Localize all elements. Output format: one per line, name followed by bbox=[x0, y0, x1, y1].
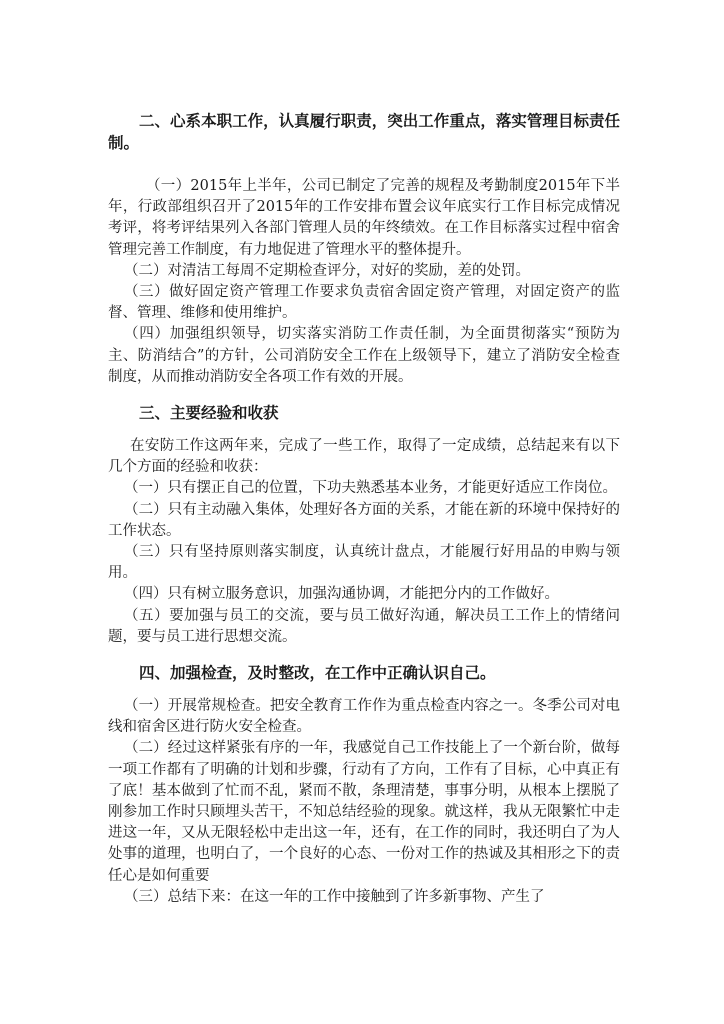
paragraph-3-2: （二）只有主动融入集体，处理好各方面的关系，才能在新的环境中保持好的工作状态。 bbox=[108, 501, 620, 539]
paragraph-3-lead: 在安防工作这两年来，完成了一些工作，取得了一定成绩，总结起来有以下几个方面的经验和收获： bbox=[108, 438, 620, 476]
paragraph-4-2: （二）经过这样紧张有序的一年，我感觉自己工作技能上了一个新台阶，做每一项工作都有了明确的计划和步骤，行动有了方向，工作有了目标，心中真正有了底！基本做到了忙而不乱，紧而不散，条理清楚，事事分明，从根本上摆脱了刚参加工作时只顾埋头苦干，不知总结经验的现象。就这样，我从无限繁忙中走进这一年，又从无限轻松中走出这一年，还有，在工作的同时，我还明白了为人处事的道理，也明白了，一个良好的心态、一份对工作的热诚及其相形之下的责任心是如何重要 bbox=[108, 740, 620, 884]
section-heading-2: 二、心系本职工作，认真履行职责，突出工作重点，落实管理目标责任制。 bbox=[108, 111, 620, 152]
paragraph-2-1: （一）2015年上半年，公司已制定了完善的规程及考勤制度2015年下半年，行政部组织召开了2015年的工作安排布置会议年底实行工作目标完成情况考评，将考评结果列入各部门管理人员的年终绩效。在工作目标落实过程中宿舍管理完善工作制度，有力地促进了管理水平的整体提升。 bbox=[108, 178, 620, 258]
paragraph-3-5: （五）要加强与员工的交流，要与员工做好沟通，解决员工工作上的情绪问题，要与员工进行思想交流。 bbox=[108, 607, 620, 645]
paragraph-3-3: （三）只有坚持原则落实制度，认真统计盘点，才能履行好用品的申购与领用。 bbox=[108, 544, 620, 582]
document-page bbox=[108, 110, 620, 908]
paragraph-2-3: （三）做好固定资产管理工作要求负责宿舍固定资产管理，对固定资产的监督、管理、维修和使用维护。 bbox=[108, 284, 620, 322]
paragraph-4-1: （一）开展常规检查。把安全教育工作作为重点检查内容之一。冬季公司对电线和宿舍区进行防火安全检查。 bbox=[108, 698, 620, 736]
paragraph-2-2: （二）对清洁工每周不定期检查评分，对好的奖励，差的处罚。 bbox=[124, 262, 530, 279]
paragraph-4-3: （三）总结下来：在这一年的工作中接触到了许多新事物、产生了 bbox=[124, 888, 545, 905]
paragraph-3-1: （一）只有摆正自己的位置，下功夫熟悉基本业务，才能更好适应工作岗位。 bbox=[124, 480, 617, 497]
section-heading-4: 四、加强检查，及时整改，在工作中正确认识自己。 bbox=[139, 663, 496, 683]
paragraph-2-4: （四）加强组织领导，切实落实消防工作责任制，为全面贯彻落实“预防为主、防消结合”的方针，公司消防安全工作在上级领导下，建立了消防安全检查制度，从而推动消防安全各项工作有效的开展。 bbox=[108, 326, 620, 385]
paragraph-3-4: （四）只有树立服务意识，加强沟通协调，才能把分内的工作做好。 bbox=[124, 586, 559, 603]
section-heading-3: 三、主要经验和收获 bbox=[139, 403, 279, 423]
